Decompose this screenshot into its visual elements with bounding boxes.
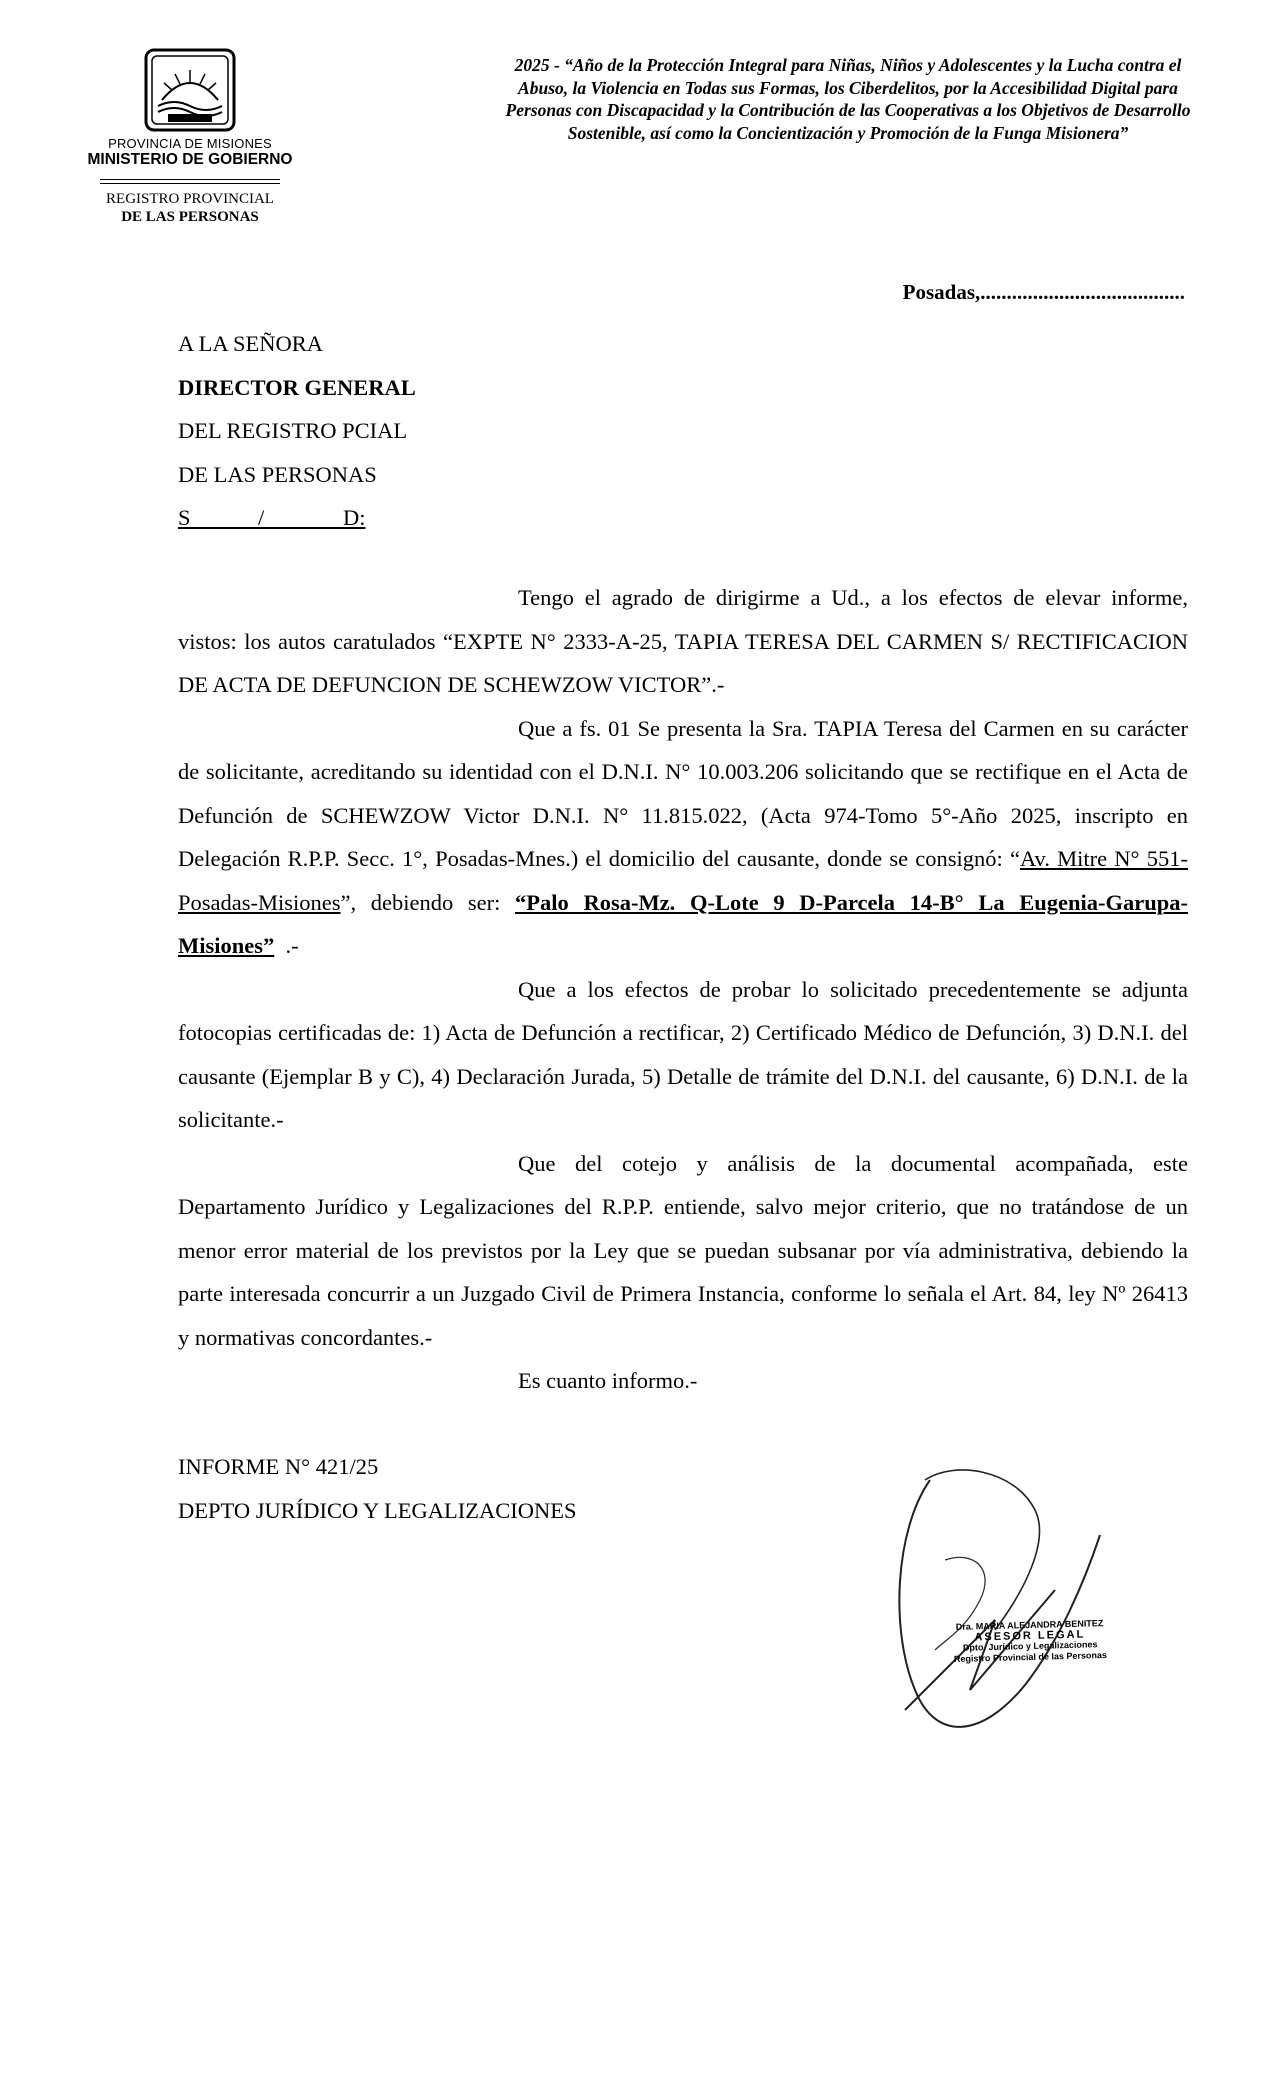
handwritten-signature (885, 1440, 1115, 1760)
addressee-line4: DE LAS PERSONAS (178, 461, 377, 487)
registry-name-line2: DE LAS PERSONAS (121, 209, 259, 225)
report-number: INFORME N° 421/25 (178, 1454, 379, 1479)
stamp-role: ASESOR LEGAL (974, 1628, 1086, 1643)
paragraph-analysis: Que del cotejo y análisis de la documental acompañada, este Departamento Jurídico y Legalizaciones del R.P.P. entiende, salvo mejor criterio, que no tratándose de un menor error material de los previstos por la Ley que se puedan subsanar por vía administrativa, debiendo la parte interesada concurrir a un Juzgado Civil de Primera Instancia, conforme lo señala el Art. 84, ley Nº 26413 y normativas concordantes.- (178, 1150, 1188, 1350)
request-end: .- (274, 933, 299, 958)
new-address: “Palo Rosa-Mz. Q-Lote 9 D-Parcela 14-B° La Eugenia-Garupa-Misiones” (178, 889, 1189, 958)
signature-area (885, 1440, 1115, 1760)
paragraph-intro: Tengo el agrado de dirigirme a Ud., a los efectos de elevar informe, vistos: los autos caratulados “EXPTE N° 2333-A-25, TAPIA TERESA DEL CARMEN S/ RECTIFICACION DE ACTA DE DEFUNCION DE SCHEWZOW VICTOR”.- (178, 585, 1188, 697)
provincial-seal-icon (142, 48, 238, 132)
stamp-department: Dpto. Jurídico y Legalizaciones (962, 1639, 1098, 1653)
ministry-name: MINISTERIO DE GOBIERNO (87, 151, 293, 168)
ministry-logo-block (60, 48, 320, 226)
request-text: Que a fs. 01 Se presenta la Sra. TAPIA Teresa del Carmen en su carácter de solicitante, acreditando su identidad con el D.N.I. N° 10.003.206 solicitando que se rectifique en el Acta de Defunción de SCHEWZOW Victor D.N.I. N° 11.815.022, (Acta 974-Tomo 5°-Año 2025, inscripto en Delegación R.P.P. Secc. 1°, Posadas-Mnes.) el domicilio del causante, donde se consignó: “ (178, 715, 1188, 871)
registry-name-line1: REGISTRO PROVINCIAL (106, 191, 274, 207)
paragraph-attachments: Que a los efectos de probar lo solicitado precedentemente se adjunta fotocopias certificadas de: 1) Acta de Defunción a rectificar, 2) Certificado Médico de Defunción, 3) D.N.I. del causante (Ejemplar B y C), 4) Declaración Jurada, 5) Detalle de trámite del D.N.I. del causante, 6) D.N.I. de la solicitante.- (178, 976, 1188, 1132)
report-body (178, 576, 1188, 1403)
stamp-name: Dra. MARIA ALEJANDRA BENITEZ (955, 1618, 1104, 1632)
addressee-block (178, 322, 444, 540)
sd-line: S / D: (178, 505, 366, 530)
stamp-registry: Registro Provincial de las Personas (953, 1649, 1108, 1664)
paragraph-closing: Es cuanto informo.- (518, 1368, 698, 1393)
logo-divider (100, 179, 280, 184)
department-name: DEPTO JURÍDICO Y LEGALIZACIONES (178, 1497, 577, 1523)
province-name: PROVINCIA DE MISIONES (108, 136, 272, 151)
old-address: Av. Mitre N° 551-Posadas-Misiones (178, 846, 1188, 915)
addressee-title: DIRECTOR GENERAL (178, 374, 416, 400)
request-text-2: ”, debiendo ser: (340, 889, 516, 915)
report-footer (178, 1445, 577, 1532)
year-motto: 2025 - “Año de la Protección Integral para Niñas, Niños y Adolescentes y la Lucha contra el Abuso, la Violencia en Todas sus Formas, los Ciberdelitos, por la Accesibilidad Digital para Personas con Discapacidad y la Contribución de las Cooperativas a los Objetivos de Desarrollo Sostenible, así como la Concientización y Promoción de la Funga Misionera” (505, 55, 1191, 143)
addressee-line3: DEL REGISTRO PCIAL (178, 418, 408, 443)
paragraph-request (178, 707, 1188, 968)
legal-advisor-stamp (944, 1618, 1115, 1664)
addressee-line1: A LA SEÑORA (178, 331, 324, 356)
place-date-line: Posadas,....................................... (902, 280, 1185, 304)
